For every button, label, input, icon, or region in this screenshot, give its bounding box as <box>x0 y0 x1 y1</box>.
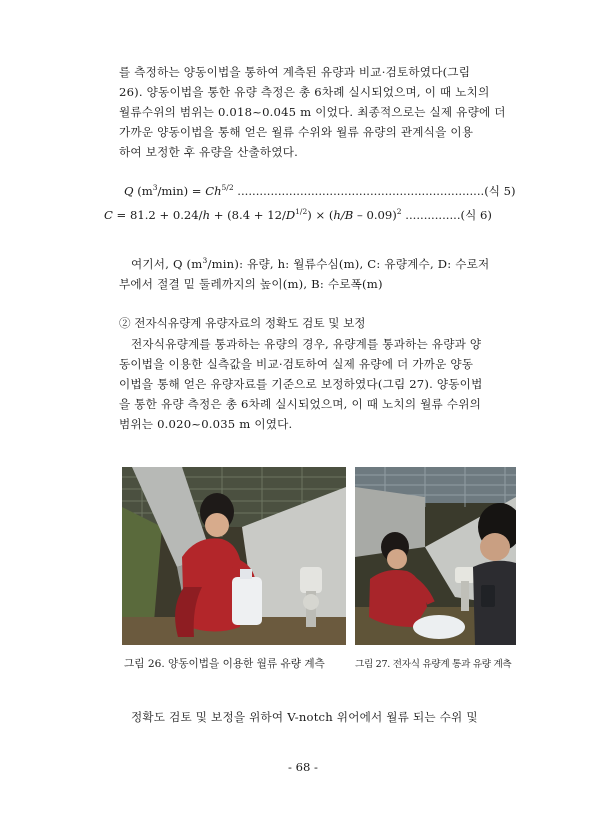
text-line: 하여 보정한 후 유량을 산출하였다. <box>119 145 299 159</box>
paragraph-where <box>119 251 521 294</box>
eq5-unit-exp: 3 <box>152 183 158 192</box>
text-line: 전자식유량계를 통과하는 유량의 경우, 유량계를 통과하는 유량과 양 <box>131 337 482 351</box>
where-line-2: 부에서 절결 밑 둘레까지의 높이(m), B: 수로폭(m) <box>119 277 383 291</box>
where-text: /min): 유량, h: 월류수심(m), C: 유량계수, D: 수로저 <box>207 257 490 271</box>
eq6-exp: 2 <box>396 207 402 216</box>
eq5-unit: (m <box>133 184 153 198</box>
where-exp: 3 <box>202 256 208 265</box>
eq6-d-exp: 1/2 <box>295 207 308 216</box>
page-number: - 68 - <box>288 760 318 774</box>
eq6-part: ) × ( <box>307 208 334 222</box>
where-line-1 <box>119 251 521 274</box>
figure-27-caption: 그림 27. 전자식 유량계 통과 유량 계측 <box>355 659 512 670</box>
eq6-d: D <box>285 208 296 222</box>
text-line: 을 통한 유량 측정은 총 6차례 실시되었으며, 이 때 노치의 월류 수위의 <box>119 397 481 411</box>
eq6-b: B <box>344 208 354 222</box>
text-line: 정확도 검토 및 보정을 위하여 V-notch 위어에서 월류 되는 수위 및 <box>131 710 478 724</box>
eq6-part: – 0.09) <box>353 208 397 222</box>
figure-26-caption: 그림 26. 양동이법을 이용한 월류 유량 계측 <box>124 658 325 670</box>
eq6-slash: / <box>340 208 345 222</box>
paragraph-flowmeter <box>119 334 521 434</box>
eq5-q: Q <box>124 184 134 198</box>
eq6-number: (식 6) <box>460 208 492 222</box>
eq6-h: h <box>202 208 211 222</box>
text-line: 월류수위의 범위는 0.018~0.045 m 이었다. 최종적으로는 실제 유량에 더 <box>119 105 506 119</box>
eq5-leader-dots: ................................................................... <box>233 184 485 198</box>
eq6-part: + (8.4 + 12/ <box>210 208 286 222</box>
text-line: 이법을 통해 얻은 유량자료를 기준으로 보정하였다(그림 27). 양동이법 <box>119 377 483 391</box>
text-line: 26). 양동이법을 통한 유량 측정은 총 6차례 실시되었으며, 이 때 노치의 <box>119 85 490 99</box>
eq6-leader-dots: ............... <box>401 208 461 222</box>
eq6-c: C <box>104 208 113 222</box>
equation-5 <box>124 183 516 199</box>
paragraph-bucket-method <box>119 62 521 162</box>
eq6-h2: h <box>333 208 341 222</box>
eq5-exp: 5/2 <box>221 183 234 192</box>
text-line: 동이법을 이용한 실측값을 비교·검토하여 실제 유량에 더 가까운 양동 <box>119 357 474 371</box>
figure-27-photo <box>355 467 516 645</box>
equation-6 <box>104 207 492 223</box>
subheading-electromagnetic-flowmeter: ② 전자식유량계 유량자료의 정확도 검토 및 보정 <box>119 316 366 330</box>
eq5-h: h <box>214 184 222 198</box>
paragraph-accuracy <box>119 707 521 727</box>
text-line: 가까운 양동이법을 통해 얻은 월류 수위와 월류 유량의 관계식을 이용 <box>119 125 474 139</box>
text-line: 를 측정하는 양동이법을 통하여 계측된 유량과 비교·검토하였다(그림 <box>119 65 471 79</box>
eq5-c: C <box>205 184 215 198</box>
eq5-number: (식 5) <box>484 184 516 198</box>
where-text: 여기서, Q (m <box>131 257 203 271</box>
figure-26-photo <box>122 467 346 645</box>
eq6-part: = 81.2 + 0.24/ <box>112 208 203 222</box>
eq5-unit-rest: /min) = <box>157 184 206 198</box>
text-line: 범위는 0.020~0.035 m 이였다. <box>119 417 293 431</box>
